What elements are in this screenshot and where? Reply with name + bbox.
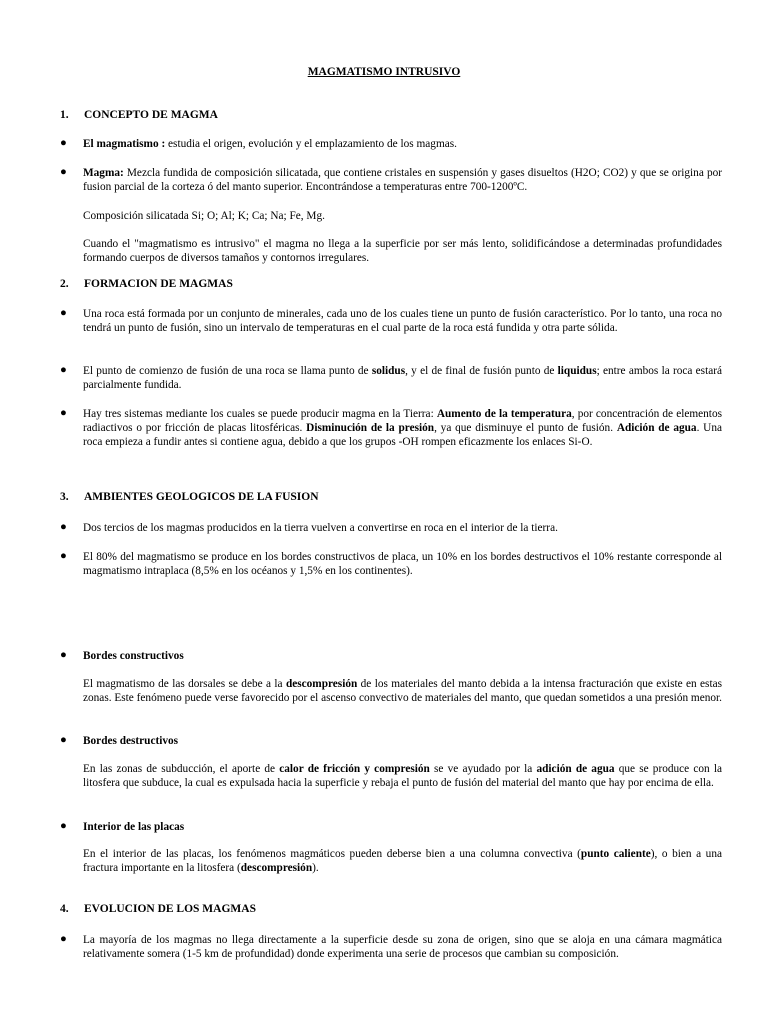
bullet-item [60,407,722,449]
bullet-text [83,649,722,663]
subheading: Bordes destructivos [83,735,179,747]
bullet-icon: ● [60,550,67,562]
bold-term: adición de agua [536,763,615,775]
section-heading [60,491,768,503]
bullet-icon: ● [60,649,67,661]
bullet-item [60,307,722,335]
bullet-item [60,521,722,535]
bullet-item [60,734,722,748]
bullet-icon: ● [60,933,67,945]
text-run: ; entre ambos la roca estará parcialmente fundida. [83,365,722,391]
bullet-icon: ● [60,137,67,149]
section-number: 1. [60,109,69,121]
text-run: Mezcla fundida de composición silicatada, que contiene cristales en suspensión y gases disueltos (H2O; CO2) y que se origina por fusion parcial de la corteza ó del manto superior. Encontrándose a temperaturas entre 700-1200ºC. [83,167,722,193]
section-heading [60,278,768,290]
bullet-text [83,364,722,392]
bullet-icon: ● [60,521,67,533]
text-run: se ve ayudado por la [429,763,537,775]
bullet-text: La mayoría de los magmas no llega directamente a la superficie desde su zona de origen, sino que se aloja en una cámara magmática relativamente somera (1-5 km de profundidad) donde experimenta una serie de procesos que cambian su composición. [83,934,722,960]
bold-term: descompresión [285,678,358,690]
bold-term: El magmatismo : [83,138,166,150]
subheading: Interior de las placas [83,821,185,833]
bullet-icon: ● [60,166,67,178]
bold-term: punto caliente [580,848,651,860]
bold-term: Aumento de la temperatura [436,408,572,420]
text-run: En el interior de las placas, los fenómenos magmáticos pueden deberse bien a una columna convectiva ( [83,848,581,860]
bullet-text [83,166,722,194]
section-title: FORMACION DE MAGMAS [84,278,233,290]
bullet-text: El 80% del magmatismo se produce en los bordes constructivos de placa, un 10% en los bordes destructivos el 10% restante corresponde al magmatismo intraplaca (8,5% en los océanos y 1,5% en los continentes). [83,551,722,577]
text-run: En las zonas de subducción, el aporte de [83,763,280,775]
bold-term: descompresión [240,862,313,874]
section-heading [60,903,768,915]
bullet-item [60,166,722,194]
text-run: que se produce con la litosfera que subduce, la cual es expulsada hacia la superficie y rebaja el punto de fusión del material del manto que hay por encima de ella. [83,763,722,789]
section-title: EVOLUCION DE LOS MAGMAS [84,903,256,915]
text-run: ). [312,862,319,874]
bullet-item [60,649,722,663]
bold-term: Disminución de la presión [306,422,435,434]
section-title: CONCEPTO DE MAGMA [84,109,218,121]
bullet-item [60,820,722,834]
bold-term: liquidus [557,365,597,377]
bullet-icon: ● [60,407,67,419]
bullet-icon: ● [60,307,67,319]
bullet-icon: ● [60,820,67,832]
subheading: Bordes constructivos [83,650,184,662]
text-run: , y el de final de fusión punto de [405,365,558,377]
bold-term: solidus [371,365,406,377]
bold-term: Adición de agua [616,422,697,434]
bullet-item [60,933,722,961]
text-run: , ya que disminuye el punto de fusión. [434,422,617,434]
section-heading [60,109,768,121]
text-run: estudia el origen, evolución y el emplazamiento de los magmas. [165,138,457,150]
bullet-icon: ● [60,364,67,376]
text-run: El punto de comienzo de fusión de una roca se llama punto de [83,365,372,377]
bullet-item [60,364,722,392]
bullet-text [83,820,722,834]
bullet-text [83,407,722,449]
section-number: 3. [60,491,69,503]
text-run: ), o bien a una fractura importante en la litosfera ( [83,848,722,874]
paragraph [83,677,722,705]
paragraph [83,762,722,790]
section-number: 2. [60,278,69,290]
document-title: MAGMATISMO INTRUSIVO [307,66,461,78]
text-run: Hay tres sistemas mediante los cuales se puede producir magma en la Tierra: [83,408,437,420]
text-run: de los materiales del manto debida a la intensa fracturación que existe en estas zonas. Este fenómeno puede verse favorecido por el ascenso convectivo de materiales del manto, que quedan sometidos a una presión menor. [83,678,722,704]
bullet-text: Dos tercios de los magmas producidos en la tierra vuelven a convertirse en roca en el interior de la tierra. [83,522,558,534]
paragraph: Composición silicatada Si; O; Al; K; Ca; Na; Fe, Mg. [83,210,325,222]
bullet-text [83,734,722,748]
paragraph [83,847,722,875]
bullet-icon: ● [60,734,67,746]
text-run: El magmatismo de las dorsales se debe a la [83,678,286,690]
bold-term: Magma: [83,167,124,179]
paragraph: Cuando el "magmatismo es intrusivo" el magma no llega a la superficie por ser más lento, solidificándose a determinadas profundidades formando cuerpos de diversos tamaños y contornos irregulares. [83,238,722,264]
section-number: 4. [60,903,69,915]
text-run: , por concentración de elementos radiactivos o por fricción de placas litosféricas. [83,408,722,434]
bold-term: calor de fricción y compresión [279,763,430,775]
bullet-item [60,137,722,151]
bullet-item [60,550,722,578]
text-run: . Una roca empieza a fundir antes si contiene agua, debido a que los grupos -OH rompen eficazmente los enlaces Si-O. [83,422,723,448]
bullet-text: Una roca está formada por un conjunto de minerales, cada uno de los cuales tiene un punto de fusión característico. Por lo tanto, una roca no tendrá un punto de fusión, sino un intervalo de temperaturas en el cual parte de la roca está fundida y otra parte sólida. [83,308,722,334]
bullet-text [83,137,722,151]
section-title: AMBIENTES GEOLOGICOS DE LA FUSION [84,491,319,503]
